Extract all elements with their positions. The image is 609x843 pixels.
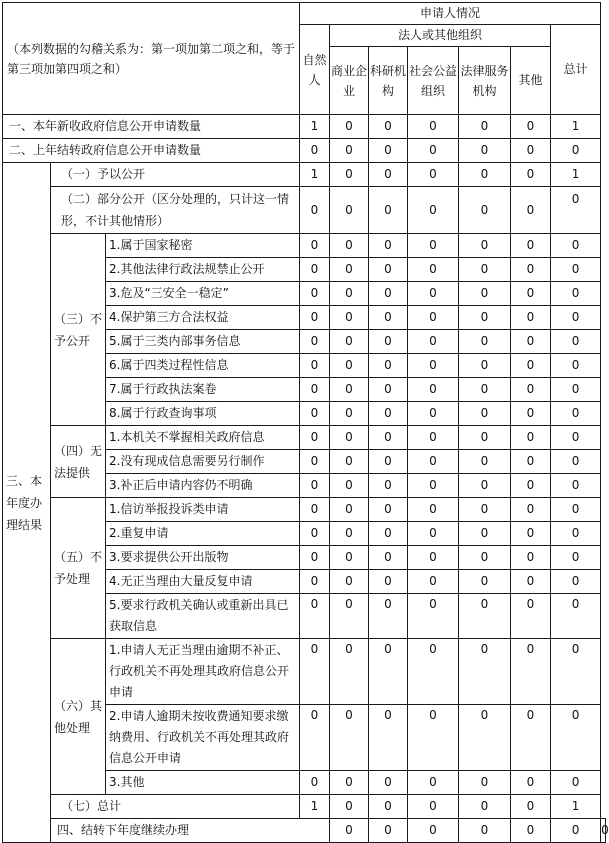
value-cell: 0 [300, 330, 330, 354]
group-4-label: （四）无法提供 [51, 426, 106, 498]
item-label: 2.没有现成信息需要另行制作 [106, 450, 300, 474]
value-cell: 0 [330, 771, 369, 795]
value-cell: 0 [511, 258, 551, 282]
value-cell: 0 [551, 498, 601, 522]
value-cell: 0 [408, 705, 459, 771]
header-other: 其他 [511, 47, 551, 115]
value-cell: 0 [330, 234, 369, 258]
group-2-label: （二）部分公开（区分处理的，只计这一情形，不计其他情形） [51, 187, 300, 234]
value-cell: 0 [459, 819, 511, 843]
item-label: 3.补正后申请内容仍不明确 [106, 474, 300, 498]
value-cell: 0 [408, 115, 459, 139]
value-cell: 0 [511, 354, 551, 378]
value-cell: 0 [330, 498, 369, 522]
item-label: 8.属于行政查询事项 [106, 402, 300, 426]
row-s1 [3, 115, 606, 139]
value-cell: 0 [369, 163, 408, 187]
value-cell: 0 [551, 594, 601, 639]
section-1-label: 一、本年新收政府信息公开申请数量 [3, 115, 300, 139]
value-cell: 0 [369, 639, 408, 705]
value-cell: 0 [551, 234, 601, 258]
value-cell: 0 [459, 705, 511, 771]
value-cell: 0 [511, 139, 551, 163]
header-note: （本列数据的勾稽关系为：第一项加第二项之和，等于第三项加第四项之和） [3, 3, 300, 115]
value-cell: 0 [551, 474, 601, 498]
value-cell: 0 [369, 378, 408, 402]
value-cell: 0 [300, 187, 330, 234]
value-cell: 0 [300, 450, 330, 474]
value-cell: 0 [330, 639, 369, 705]
value-cell: 0 [511, 306, 551, 330]
value-cell: 0 [369, 498, 408, 522]
item-label: 3.危及“三安全一稳定” [106, 282, 300, 306]
item-label: 1.申请人无正当理由逾期不补正、行政机关不再处理其政府信息公开申请 [106, 639, 300, 705]
value-cell: 0 [408, 450, 459, 474]
value-cell: 0 [369, 522, 408, 546]
value-cell: 0 [300, 378, 330, 402]
value-cell: 0 [459, 474, 511, 498]
header-natural-person: 自然人 [300, 25, 330, 115]
value-cell: 0 [511, 570, 551, 594]
row-g5-1 [3, 498, 606, 522]
value-cell: 0 [551, 570, 601, 594]
value-cell: 0 [551, 378, 601, 402]
value-cell: 0 [408, 795, 459, 819]
value-cell: 0 [369, 450, 408, 474]
group-6-label: （六）其他处理 [51, 639, 106, 795]
value-cell: 0 [330, 546, 369, 570]
row-g6-1 [3, 639, 606, 705]
value-cell: 0 [408, 378, 459, 402]
value-cell: 0 [330, 330, 369, 354]
item-label: 4.无正当理由大量反复申请 [106, 570, 300, 594]
value-cell: 0 [408, 306, 459, 330]
value-cell: 0 [369, 795, 408, 819]
value-cell: 0 [511, 282, 551, 306]
value-cell: 0 [459, 450, 511, 474]
value-cell: 0 [408, 282, 459, 306]
value-cell: 0 [330, 426, 369, 450]
value-cell: 0 [511, 771, 551, 795]
value-cell: 0 [330, 819, 369, 843]
item-label: 2.重复申请 [106, 522, 300, 546]
value-cell: 0 [408, 594, 459, 639]
value-cell: 0 [459, 771, 511, 795]
item-label: 3.其他 [106, 771, 300, 795]
value-cell: 0 [459, 594, 511, 639]
value-cell: 0 [300, 594, 330, 639]
value-cell: 0 [369, 234, 408, 258]
value-cell: 0 [369, 115, 408, 139]
value-cell: 0 [330, 354, 369, 378]
value-cell: 0 [551, 354, 601, 378]
value-cell: 0 [551, 450, 601, 474]
value-cell: 0 [330, 705, 369, 771]
value-cell: 0 [330, 139, 369, 163]
value-cell: 0 [369, 426, 408, 450]
row-g4-1 [3, 426, 606, 450]
value-cell: 0 [459, 639, 511, 705]
value-cell: 0 [369, 402, 408, 426]
section-3-label: 三、本年度办理结果 [3, 163, 51, 843]
value-cell: 0 [330, 474, 369, 498]
value-cell: 0 [408, 187, 459, 234]
item-label: 1.本机关不掌握相关政府信息 [106, 426, 300, 450]
group-5-label: （五）不予处理 [51, 498, 106, 639]
value-cell: 0 [369, 354, 408, 378]
value-cell: 0 [330, 115, 369, 139]
value-cell: 0 [330, 522, 369, 546]
value-cell: 1 [551, 115, 601, 139]
value-cell: 1 [300, 115, 330, 139]
item-label: 2.申请人逾期未按收费通知要求缴纳费用、行政机关不再处理其政府信息公开申请 [106, 705, 300, 771]
value-cell: 0 [300, 474, 330, 498]
value-cell: 0 [300, 234, 330, 258]
item-label: 1.信访举报投诉类申请 [106, 498, 300, 522]
value-cell: 0 [551, 258, 601, 282]
value-cell: 0 [330, 282, 369, 306]
value-cell: 0 [369, 258, 408, 282]
row-s4 [3, 819, 606, 843]
header-row-1 [3, 3, 606, 25]
value-cell: 0 [300, 705, 330, 771]
value-cell: 0 [511, 330, 551, 354]
item-label: 3.要求提供公开出版物 [106, 546, 300, 570]
value-cell: 0 [459, 354, 511, 378]
value-cell: 0 [511, 450, 551, 474]
value-cell: 0 [408, 771, 459, 795]
value-cell: 0 [551, 522, 601, 546]
group-1-label: （一）予以公开 [51, 163, 300, 187]
section-2-label: 二、上年结转政府信息公开申请数量 [3, 139, 300, 163]
value-cell: 0 [300, 306, 330, 330]
value-cell: 0 [511, 546, 551, 570]
value-cell: 0 [551, 426, 601, 450]
value-cell: 0 [369, 594, 408, 639]
value-cell: 0 [459, 330, 511, 354]
value-cell: 0 [300, 139, 330, 163]
header-total: 总计 [551, 25, 601, 115]
row-g1 [3, 163, 606, 187]
value-cell: 0 [459, 402, 511, 426]
value-cell: 0 [551, 282, 601, 306]
value-cell: 0 [459, 426, 511, 450]
item-label: 6.属于四类过程性信息 [106, 354, 300, 378]
group-3-label: （三）不予公开 [51, 234, 106, 426]
value-cell: 0 [369, 330, 408, 354]
value-cell: 0 [459, 570, 511, 594]
value-cell: 0 [369, 282, 408, 306]
value-cell: 0 [369, 187, 408, 234]
value-cell: 0 [300, 771, 330, 795]
value-cell: 0 [459, 378, 511, 402]
value-cell: 0 [459, 139, 511, 163]
value-cell: 0 [511, 795, 551, 819]
section-4-label: 四、结转下年度继续办理 [51, 819, 330, 843]
value-cell: 1 [551, 163, 601, 187]
value-cell: 0 [551, 546, 601, 570]
value-cell: 0 [408, 522, 459, 546]
item-label: 1.属于国家秘密 [106, 234, 300, 258]
value-cell: 0 [330, 163, 369, 187]
value-cell: 0 [551, 139, 601, 163]
value-cell: 0 [330, 795, 369, 819]
value-cell: 0 [408, 258, 459, 282]
value-cell: 0 [511, 819, 551, 843]
value-cell: 0 [408, 402, 459, 426]
header-research: 科研机构 [369, 47, 408, 115]
value-cell: 0 [551, 705, 601, 771]
value-cell: 0 [369, 819, 408, 843]
value-cell: 0 [551, 306, 601, 330]
value-cell: 0 [300, 402, 330, 426]
value-cell: 0 [330, 594, 369, 639]
value-cell: 0 [511, 474, 551, 498]
value-cell: 1 [300, 163, 330, 187]
value-cell: 0 [511, 498, 551, 522]
value-cell: 1 [300, 795, 330, 819]
value-cell: 0 [511, 705, 551, 771]
row-g3-1 [3, 234, 606, 258]
value-cell: 0 [300, 354, 330, 378]
item-label: 7.属于行政执法案卷 [106, 378, 300, 402]
value-cell: 0 [459, 522, 511, 546]
value-cell: 0 [330, 306, 369, 330]
value-cell: 0 [408, 426, 459, 450]
value-cell: 0 [369, 705, 408, 771]
item-label: 2.其他法律行政法规禁止公开 [106, 258, 300, 282]
item-label: 5.属于三类内部事务信息 [106, 330, 300, 354]
value-cell: 0 [551, 771, 601, 795]
value-cell: 0 [459, 234, 511, 258]
value-cell: 0 [369, 570, 408, 594]
value-cell: 0 [408, 570, 459, 594]
value-cell: 0 [330, 402, 369, 426]
row-g7 [3, 795, 606, 819]
value-cell: 0 [408, 354, 459, 378]
group-7-label: （七）总计 [51, 795, 300, 819]
item-label: 5.要求行政机关确认或重新出具已获取信息 [106, 594, 300, 639]
value-cell: 0 [459, 163, 511, 187]
row-g2 [3, 187, 606, 234]
value-cell: 0 [369, 771, 408, 795]
value-cell: 0 [330, 450, 369, 474]
value-cell: 0 [300, 570, 330, 594]
value-cell: 0 [459, 282, 511, 306]
header-commercial: 商业企业 [330, 47, 369, 115]
header-legal-group: 法人或其他组织 [330, 25, 551, 47]
value-cell: 0 [300, 426, 330, 450]
value-cell: 0 [551, 402, 601, 426]
value-cell: 0 [511, 163, 551, 187]
value-cell: 0 [369, 474, 408, 498]
value-cell: 0 [408, 330, 459, 354]
value-cell: 0 [601, 819, 606, 843]
header-legal-service: 法律服务机构 [459, 47, 511, 115]
value-cell: 0 [551, 330, 601, 354]
value-cell: 0 [408, 474, 459, 498]
value-cell: 0 [408, 639, 459, 705]
value-cell: 0 [511, 639, 551, 705]
value-cell: 0 [330, 187, 369, 234]
value-cell: 0 [511, 426, 551, 450]
header-public-welfare: 社会公益组织 [408, 47, 459, 115]
value-cell: 0 [511, 115, 551, 139]
value-cell: 0 [459, 187, 511, 234]
value-cell: 0 [511, 378, 551, 402]
value-cell: 0 [459, 258, 511, 282]
value-cell: 0 [408, 139, 459, 163]
row-s2 [3, 139, 606, 163]
value-cell: 0 [459, 115, 511, 139]
value-cell: 0 [369, 546, 408, 570]
value-cell: 0 [369, 306, 408, 330]
value-cell: 0 [408, 498, 459, 522]
value-cell: 0 [330, 258, 369, 282]
value-cell: 0 [300, 282, 330, 306]
value-cell: 0 [511, 522, 551, 546]
value-cell: 0 [330, 378, 369, 402]
value-cell: 0 [408, 819, 459, 843]
value-cell: 0 [408, 546, 459, 570]
value-cell: 0 [551, 819, 601, 843]
value-cell: 0 [551, 639, 601, 705]
item-label: 4.保护第三方合法权益 [106, 306, 300, 330]
value-cell: 0 [369, 139, 408, 163]
value-cell: 0 [511, 402, 551, 426]
value-cell: 0 [551, 187, 601, 234]
value-cell: 0 [408, 234, 459, 258]
value-cell: 0 [408, 163, 459, 187]
value-cell: 0 [459, 546, 511, 570]
value-cell: 0 [459, 795, 511, 819]
value-cell: 0 [459, 498, 511, 522]
value-cell: 0 [511, 594, 551, 639]
value-cell: 0 [300, 639, 330, 705]
header-applicant: 申请人情况 [300, 3, 601, 25]
value-cell: 0 [300, 522, 330, 546]
value-cell: 0 [300, 546, 330, 570]
value-cell: 0 [330, 570, 369, 594]
value-cell: 0 [300, 498, 330, 522]
value-cell: 0 [511, 187, 551, 234]
value-cell: 0 [300, 258, 330, 282]
value-cell: 0 [459, 306, 511, 330]
value-cell: 1 [551, 795, 601, 819]
disclosure-statistics-table [2, 2, 609, 843]
value-cell: 0 [511, 234, 551, 258]
